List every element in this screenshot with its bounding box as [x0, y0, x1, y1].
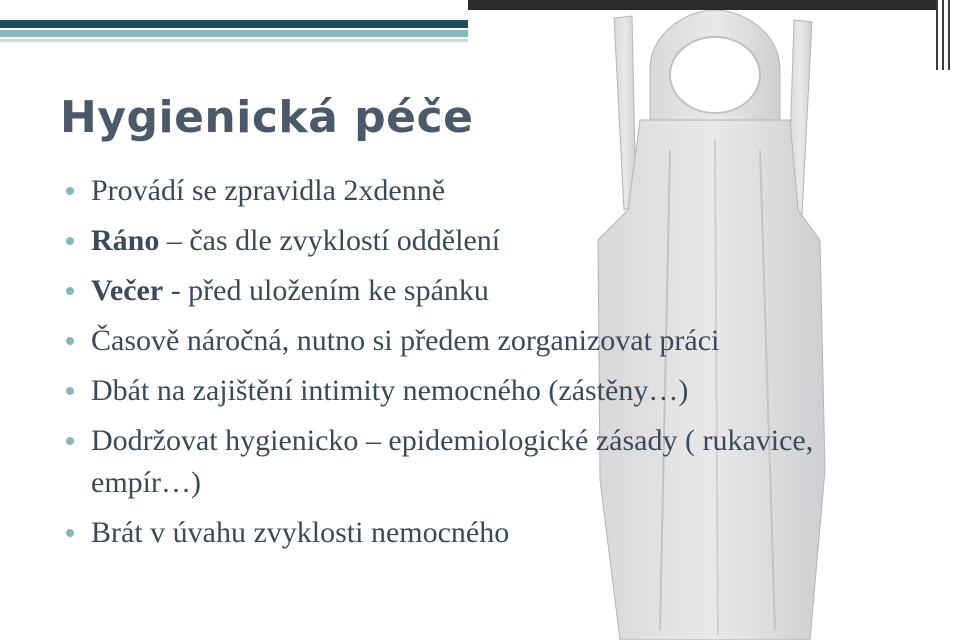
bullet-icon	[66, 237, 74, 245]
list-item: Dbát na zajištění intimity nemocného (zástěny…)	[62, 370, 731, 412]
bullet-icon	[66, 529, 74, 537]
bullet-icon	[66, 337, 74, 345]
decorative-band	[0, 20, 468, 44]
top-right-bar	[468, 0, 938, 10]
list-item: Brát v úvahu zvyklosti nemocného	[62, 512, 942, 554]
bullet-icon	[66, 387, 74, 395]
corner-lines	[936, 0, 952, 70]
list-item: Provádí se zpravidla 2xdenně	[62, 170, 942, 212]
list-item: Ráno – čas dle zvyklostí oddělení	[62, 220, 942, 262]
list-item: Časově náročná, nutno si předem zorganizovat práci	[62, 320, 871, 362]
bullet-icon	[66, 187, 74, 195]
bullet-icon	[66, 287, 74, 295]
bullet-icon	[66, 437, 74, 445]
list-item: Večer - před uložením ke spánku	[62, 270, 942, 312]
list-item: Dodržovat hygienicko – epidemiologické zásady ( rukavice, empír…)	[62, 420, 911, 504]
bullet-list	[62, 170, 942, 562]
slide-title: Hygienická péče	[60, 92, 474, 143]
